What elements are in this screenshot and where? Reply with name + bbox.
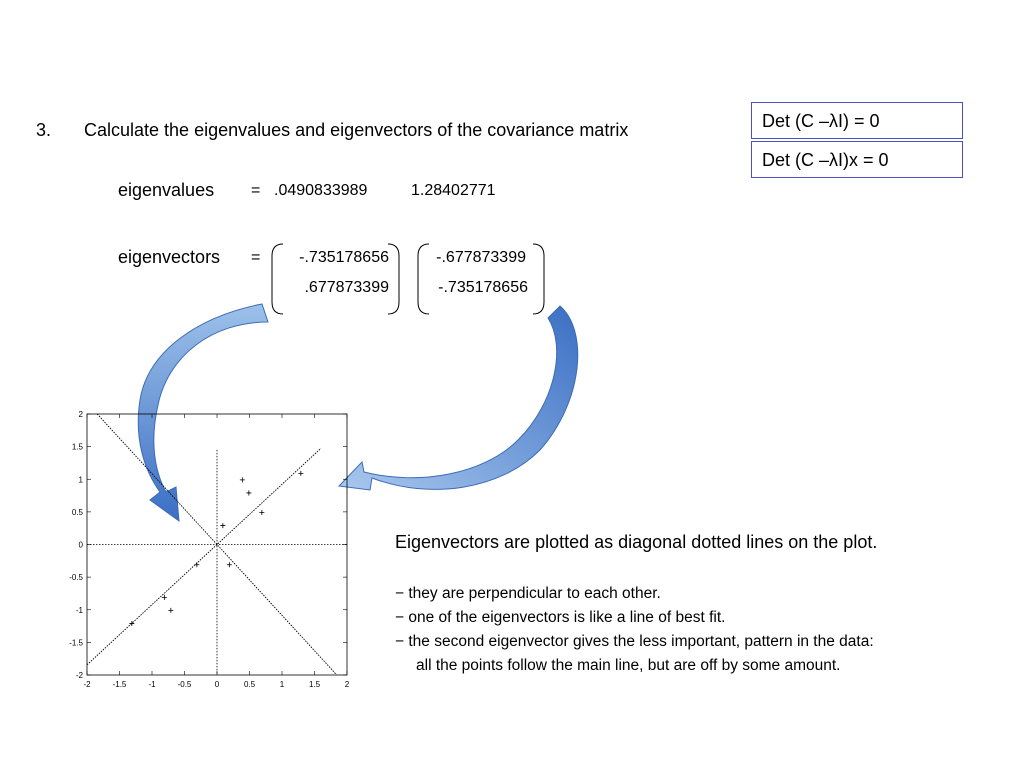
data-point <box>227 562 232 567</box>
eigenvectors-equals: = <box>251 249 261 266</box>
data-point <box>168 608 173 613</box>
eigenvector-line <box>87 448 321 665</box>
y-tick-label: 0 <box>78 540 83 550</box>
matrix-2-left-bracket <box>418 244 429 314</box>
y-tick-label: 1 <box>78 475 83 485</box>
x-tick-label: 0.5 <box>243 680 256 689</box>
y-tick-label: 2 <box>78 410 83 419</box>
matrix-1-left-bracket <box>272 244 283 314</box>
data-point <box>259 510 264 515</box>
matrix-1-right-bracket <box>388 244 399 314</box>
eigenvalue-2: 1.28402771 <box>411 182 496 199</box>
eigenvalue-1: .0490833989 <box>274 182 368 199</box>
caption-title: Eigenvectors are plotted as diagonal dotted lines on the plot. <box>395 532 878 552</box>
y-tick-label: -1 <box>75 605 83 615</box>
y-tick-label: -2 <box>75 671 83 680</box>
matrix-2-right-bracket <box>533 244 544 314</box>
curved-arrow-left <box>138 304 268 521</box>
data-point <box>162 595 167 600</box>
y-tick-label: 1.5 <box>71 442 83 452</box>
determinant-formula: Det (C –λI) = 0 <box>762 111 880 131</box>
y-tick-label: 0.5 <box>71 507 83 517</box>
eigen-equation-formula: Det (C –λI)x = 0 <box>762 150 889 170</box>
x-tick-label: 1 <box>279 680 285 689</box>
caption-bullet-2: − one of the eigenvectors is like a line of best fit. <box>395 609 726 626</box>
y-tick-label: -1.5 <box>69 638 83 648</box>
step-text: Calculate the eigenvalues and eigenvectors of the covariance matrix <box>84 120 629 140</box>
y-tick-label: -0.5 <box>69 573 83 583</box>
curved-arrow-right <box>339 306 578 490</box>
data-point <box>298 471 303 476</box>
eigenvector-1-component-1: -.735178656 <box>299 249 389 266</box>
x-tick-label: -0.5 <box>177 680 192 689</box>
x-tick-label: 2 <box>344 680 350 689</box>
eigenvalues-label: eigenvalues <box>118 180 215 200</box>
eigenvalues-equals: = <box>251 182 261 199</box>
data-point <box>240 477 245 482</box>
caption-bullet-3-continued: all the points follow the main line, but are off by some amount. <box>416 657 841 674</box>
x-tick-label: -2 <box>83 680 91 689</box>
x-tick-label: -1 <box>148 680 156 689</box>
data-point <box>246 490 251 495</box>
x-tick-label: -1.5 <box>112 680 127 689</box>
x-tick-label: 1.5 <box>308 680 321 689</box>
caption-bullet-1: − they are perpendicular to each other. <box>395 585 661 602</box>
eigenvector-2-component-2: -.735178656 <box>438 279 528 296</box>
scatter-plot <box>69 410 350 689</box>
data-point <box>220 523 225 528</box>
eigenvectors-label: eigenvectors <box>118 247 221 267</box>
x-tick-label: 0 <box>214 680 220 689</box>
step-number: 3. <box>36 120 52 140</box>
caption-bullet-3: − the second eigenvector gives the less important, pattern in the data: <box>395 633 874 650</box>
eigenvector-1-component-2: .677873399 <box>304 279 389 296</box>
data-point <box>194 562 199 567</box>
eigenvector-2-component-1: -.677873399 <box>436 249 526 266</box>
